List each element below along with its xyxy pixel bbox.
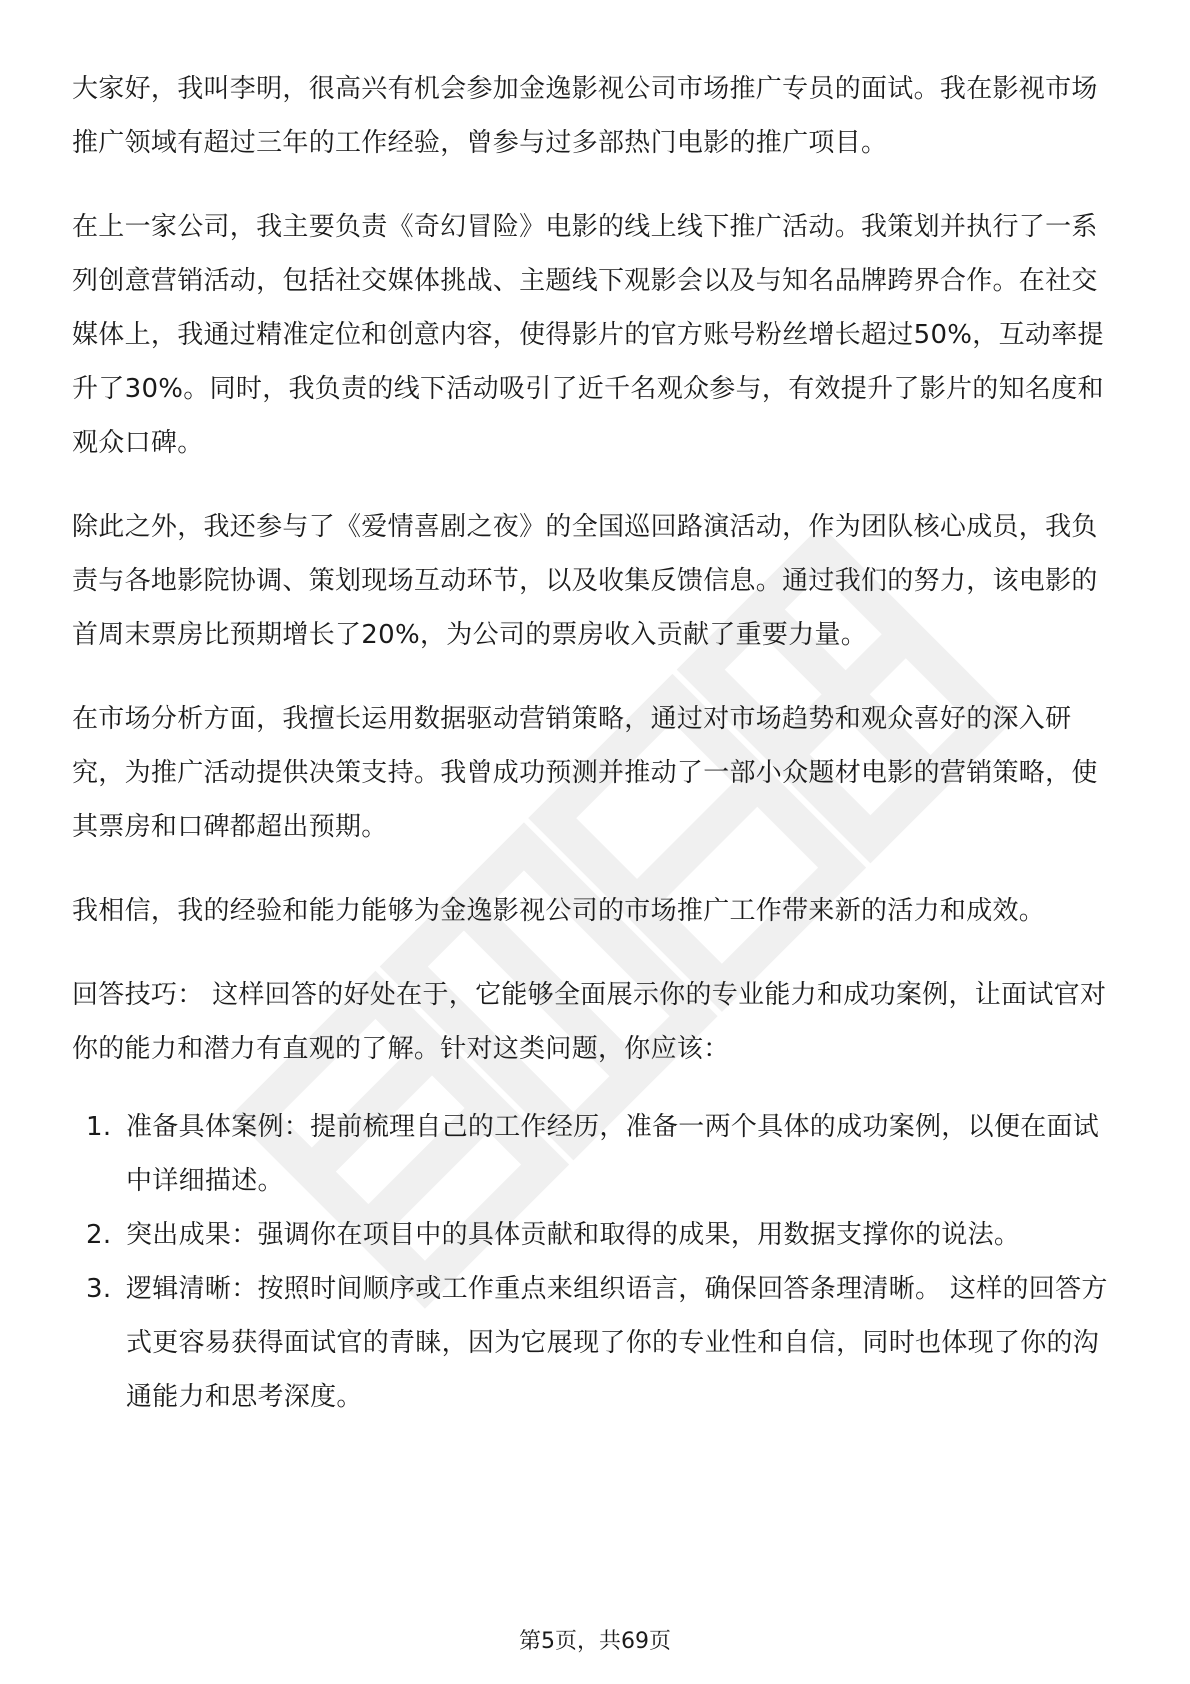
page-number: 第5页，共69页 <box>519 1629 671 1654</box>
list-item <box>72 1208 1118 1262</box>
document-body <box>72 62 1118 1424</box>
list-item-text: 准备具体案例：提前梳理自己的工作经历，准备一两个具体的成功案例，以便在面试中详细描述。 <box>126 1112 1100 1196</box>
paragraph-roadshow: 除此之外，我还参与了《爱情喜剧之夜》的全国巡回路演活动，作为团队核心成员，我负责与各地影院协调、策划现场互动环节，以及收集反馈信息。通过我们的努力，该电影的首周末票房比预期增长了20%，为公司的票房收入贡献了重要力量。 <box>72 512 1098 650</box>
paragraph-market-analysis: 在市场分析方面，我擅长运用数据驱动营销策略，通过对市场趋势和观众喜好的深入研究，为推广活动提供决策支持。我曾成功预测并推动了一部小众题材电影的营销策略，使其票房和口碑都超出预期。 <box>72 704 1098 842</box>
list-item-text: 突出成果：强调你在项目中的具体贡献和取得的成果，用数据支撑你的说法。 <box>126 1220 1021 1250</box>
list-item <box>72 1100 1118 1208</box>
tips-intro: 回答技巧： 这样回答的好处在于，它能够全面展示你的专业能力和成功案例，让面试官对你的能力和潜力有直观的了解。针对这类问题，你应该： <box>72 980 1107 1064</box>
list-item-text: 逻辑清晰：按照时间顺序或工作重点来组织语言，确保回答条理清晰。 这样的回答方式更容易获得面试官的青睐，因为它展现了你的专业性和自信，同时也体现了你的沟通能力和思考深度。 <box>126 1274 1108 1412</box>
paragraph-experience: 在上一家公司，我主要负责《奇幻冒险》电影的线上线下推广活动。我策划并执行了一系列创意营销活动，包括社交媒体挑战、主题线下观影会以及与知名品牌跨界合作。在社交媒体上，我通过精准定位和创意内容，使得影片的官方账号粉丝增长超过50%，互动率提升了30%。同时，我负责的线下活动吸引了近千名观众参与，有效提升了影片的知名度和观众口碑。 <box>72 212 1104 458</box>
paragraph-intro: 大家好，我叫李明，很高兴有机会参加金逸影视公司市场推广专员的面试。我在影视市场推广领域有超过三年的工作经验，曾参与过多部热门电影的推广项目。 <box>72 74 1098 158</box>
list-item-number: 3. <box>86 1274 112 1304</box>
paragraph-closing: 我相信，我的经验和能力能够为金逸影视公司的市场推广工作带来新的活力和成效。 <box>72 896 1046 926</box>
list-item-number: 1. <box>86 1112 112 1142</box>
list-item <box>72 1262 1118 1424</box>
tips-list <box>72 1100 1118 1424</box>
list-item-number: 2. <box>86 1220 112 1250</box>
